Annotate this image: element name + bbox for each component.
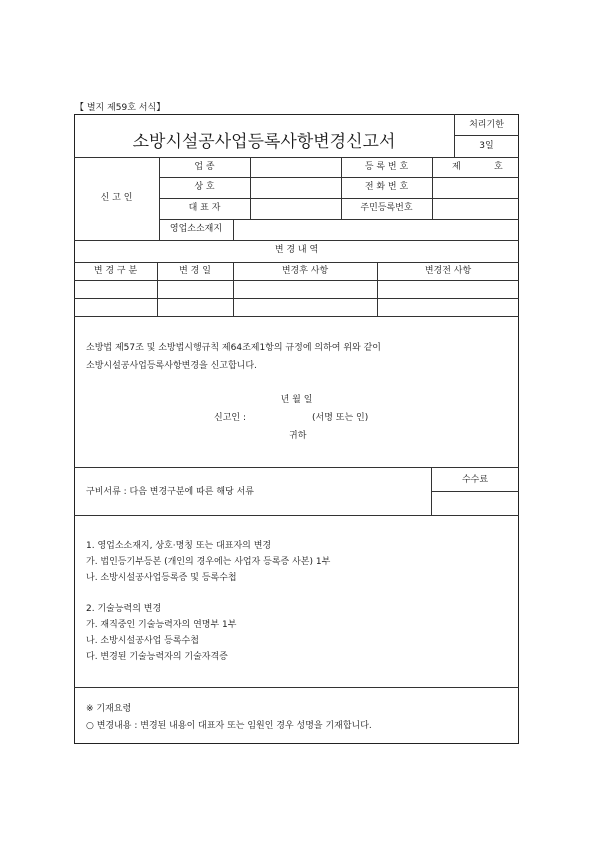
business-type-label: 업 종: [194, 162, 215, 172]
divider: [159, 219, 519, 220]
registration-number-label: 등 록 번 호: [364, 162, 409, 172]
change-details-title: 변 경 내 역: [274, 245, 319, 255]
representative-label: 대 표 자: [188, 203, 221, 213]
requirement-1-item-a: 가. 법인등기부등본 (개인의 경우에는 사업자 등록증 사본) 1부: [86, 557, 331, 567]
required-documents-label: 구비서류 : 다음 변경구분에 따른 해당 서류: [86, 487, 254, 497]
requirement-1-item-b: 나. 소방시설공사업등록증 및 등록수첩: [86, 573, 237, 583]
requirement-2-item-c: 다. 변경된 기술능력자의 기술자격증: [86, 652, 228, 662]
notes-title: ※ 기재요령: [86, 704, 132, 714]
office-address-label: 영업소소재지: [169, 224, 223, 234]
resident-number-label: 주민등록번호: [360, 203, 413, 213]
registration-number-suffix: 호: [494, 162, 503, 172]
divider: [432, 157, 433, 219]
divider: [454, 135, 519, 136]
divider: [159, 198, 519, 199]
signer-label: 신고인 :: [214, 413, 246, 423]
column-change-date: 변 경 일: [179, 266, 211, 276]
requirement-2-heading: 2. 기술능력의 변경: [86, 604, 162, 614]
divider: [74, 687, 519, 688]
divider: [431, 467, 432, 515]
registration-number-prefix: 제: [452, 162, 461, 172]
column-change-type: 변 경 구 분: [93, 266, 138, 276]
requirement-2-item-b: 나. 소방시설공사업 등록수첩: [86, 636, 199, 646]
divider: [74, 262, 519, 263]
statement-line-2: 소방시설공사업등록사항변경을 신고합니다.: [86, 361, 257, 371]
signature-note: (서명 또는 인): [312, 413, 369, 423]
statement-line-1: 소방법 제57조 및 소방법시행규칙 제64조제1항의 규정에 의하여 위와 같이: [86, 343, 381, 353]
column-before-change: 변경전 사항: [424, 266, 472, 276]
date-line: 년 월 일: [280, 395, 313, 405]
divider: [233, 219, 234, 240]
business-name-label: 상 호: [194, 182, 215, 192]
divider: [250, 157, 251, 219]
phone-number-label: 전 화 번 호: [364, 182, 409, 192]
processing-deadline-value: 3일: [479, 141, 494, 151]
form-frame: [74, 114, 519, 744]
requirement-1-heading: 1. 영업소소재지, 상호·명칭 또는 대표자의 변경: [86, 541, 272, 551]
processing-deadline-label: 처리기한: [469, 120, 504, 130]
divider: [74, 157, 519, 158]
divider: [74, 515, 519, 516]
divider: [74, 467, 519, 468]
notes-item: ○ 변경내용 : 변경된 내용이 대표자 또는 임원인 경우 성명을 기재합니다.: [86, 721, 372, 731]
reporter-group-label: 신 고 인: [100, 193, 133, 203]
divider: [74, 298, 519, 299]
divider: [74, 280, 519, 281]
divider: [74, 240, 519, 241]
addressee: 귀하: [289, 431, 307, 441]
column-after-change: 변경후 사항: [281, 266, 329, 276]
requirement-2-item-a: 가. 재직중인 기술능력자의 연명부 1부: [86, 620, 237, 630]
divider: [159, 177, 519, 178]
divider: [431, 491, 519, 492]
form-title: 소방시설공사업등록사항변경신고서: [132, 132, 396, 152]
form-number-label: 【 별지 제59호 서식】: [75, 103, 166, 113]
divider: [74, 316, 519, 317]
fee-label: 수수료: [461, 475, 489, 485]
